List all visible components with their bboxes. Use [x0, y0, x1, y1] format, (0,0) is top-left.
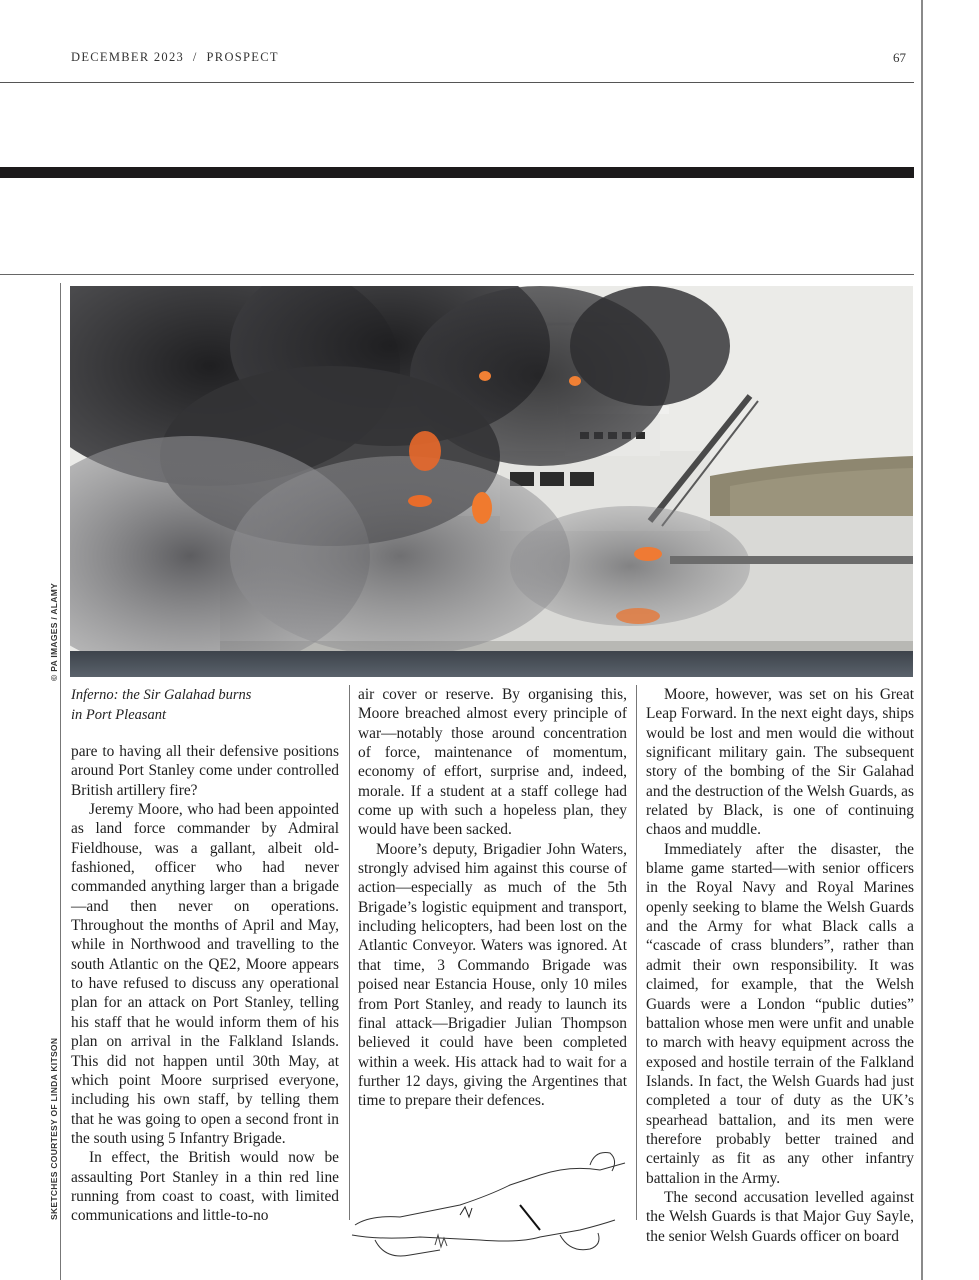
running-header: DECEMBER 2023 / PROSPECT [71, 50, 279, 64]
paragraph: Jeremy Moore, who had been appointed as land force commander by Admiral Fieldhouse, was a gallant, albeit old-fashioned, officer who had never commanded anything larger than a brigade—and then never on operations. Throughout the months of April and May, while in Northwood and travelling to the south Atlantic on the QE2, Moore appears to have refused to discuss any operational plan for an attack on Port Stanley, telling his staff that he would inform them of his plan on arrival in the Falkland Islands. This did not happen until 30th May, at which point Moore surprised everyone, including his own staff, by telling them that he was going to open a second front in the south using 5 Infantry Brigade. [71, 801, 339, 1147]
caption-line: in Port Pleasant [71, 706, 167, 723]
paragraph: In effect, the British would now be assaulting Port Stanley in a thin red line running from coast to coast, with limited communications and little-to-no [71, 1149, 339, 1225]
caption-line: Inferno: the Sir Galahad burns [71, 687, 252, 703]
column-rule [349, 685, 350, 1220]
sketch-credit: SKETCHES COURTESY OF LINDA KITSON [49, 1037, 59, 1220]
header-rule [0, 82, 914, 83]
paragraph: Immediately after the disaster, the blame game started—with senior officers in the Royal Navy and Royal Marines openly seeking to blame the Welsh Guards and the Army for what Black calls a “cascade of crass blunders”, rather than admit their own responsibility. It was claimed, for example, that the Welsh Guards were a London “public duties” battalion whose men were unfit and unable to march with heavy equipment across the exposed and hostile terrain of the Falkland Islands. In fact, the Welsh Guards had just completed a tour of duty as the UK’s spearhead battalion, and its men were therefore probably better trained and certainly as fit as any other infantry battalion in the Army. [646, 840, 914, 1187]
paragraph: pare to having all their defensive positions around Port Stanley come under controlled British artillery fire? [71, 743, 339, 799]
article-column-3 [646, 685, 914, 1246]
photo-credit: © PA IMAGES / ALAMY [49, 582, 59, 681]
paragraph: Moore’s deputy, Brigadier John Waters, strongly advised him against this course of action—especially as much of the 5th Brigade’s logistic equipment and transport, including helicopters, had been lost on the Atlantic Conveyor. Waters was ignored. At that time, 3 Commando Brigade was poised near Estancia House, only 10 miles from Port Stanley, and ready to launch its final attack—Brigadier Julian Thompson believed it could have been completed within a week. His attack had to wait for a further 12 days, giving the Argentines that time to prepare their defences. [358, 840, 627, 1110]
paragraph: air cover or reserve. By organising this, Moore breached almost every principle of war—notably those around concentration of force, maintenance of momentum, economy of effort, surprise and, indeed, morale. If a student at a staff college had come up with such a hopeless plan, they would have been sacked. [358, 686, 627, 839]
section-rule [0, 274, 914, 275]
photo-caption [71, 686, 341, 725]
margin-rule [60, 283, 61, 1280]
section-bar [0, 167, 914, 178]
paragraph: The second accusation levelled against the Welsh Guards is that Major Guy Sayle, the senior Welsh Guards officer on board [646, 1188, 914, 1245]
sketch-drawing [340, 1145, 640, 1265]
article-column-2 [358, 685, 627, 1111]
article-column-1 [71, 742, 339, 1226]
photo-burning-ship [70, 286, 913, 677]
page-number: 67 [893, 50, 906, 65]
sketch-prone-soldier [340, 1145, 640, 1265]
page-edge-rule [921, 0, 923, 1280]
ship-illustration [70, 286, 913, 677]
column-rule [636, 685, 637, 1220]
paragraph: Moore, however, was set on his Great Leap Forward. In the next eight days, ships would be lost and men would die without significant military gain. The subsequent story of the bombing of the Sir Galahad and the destruction of the Welsh Guards, as related by Black, is one of continuing chaos and muddle. [646, 686, 914, 839]
